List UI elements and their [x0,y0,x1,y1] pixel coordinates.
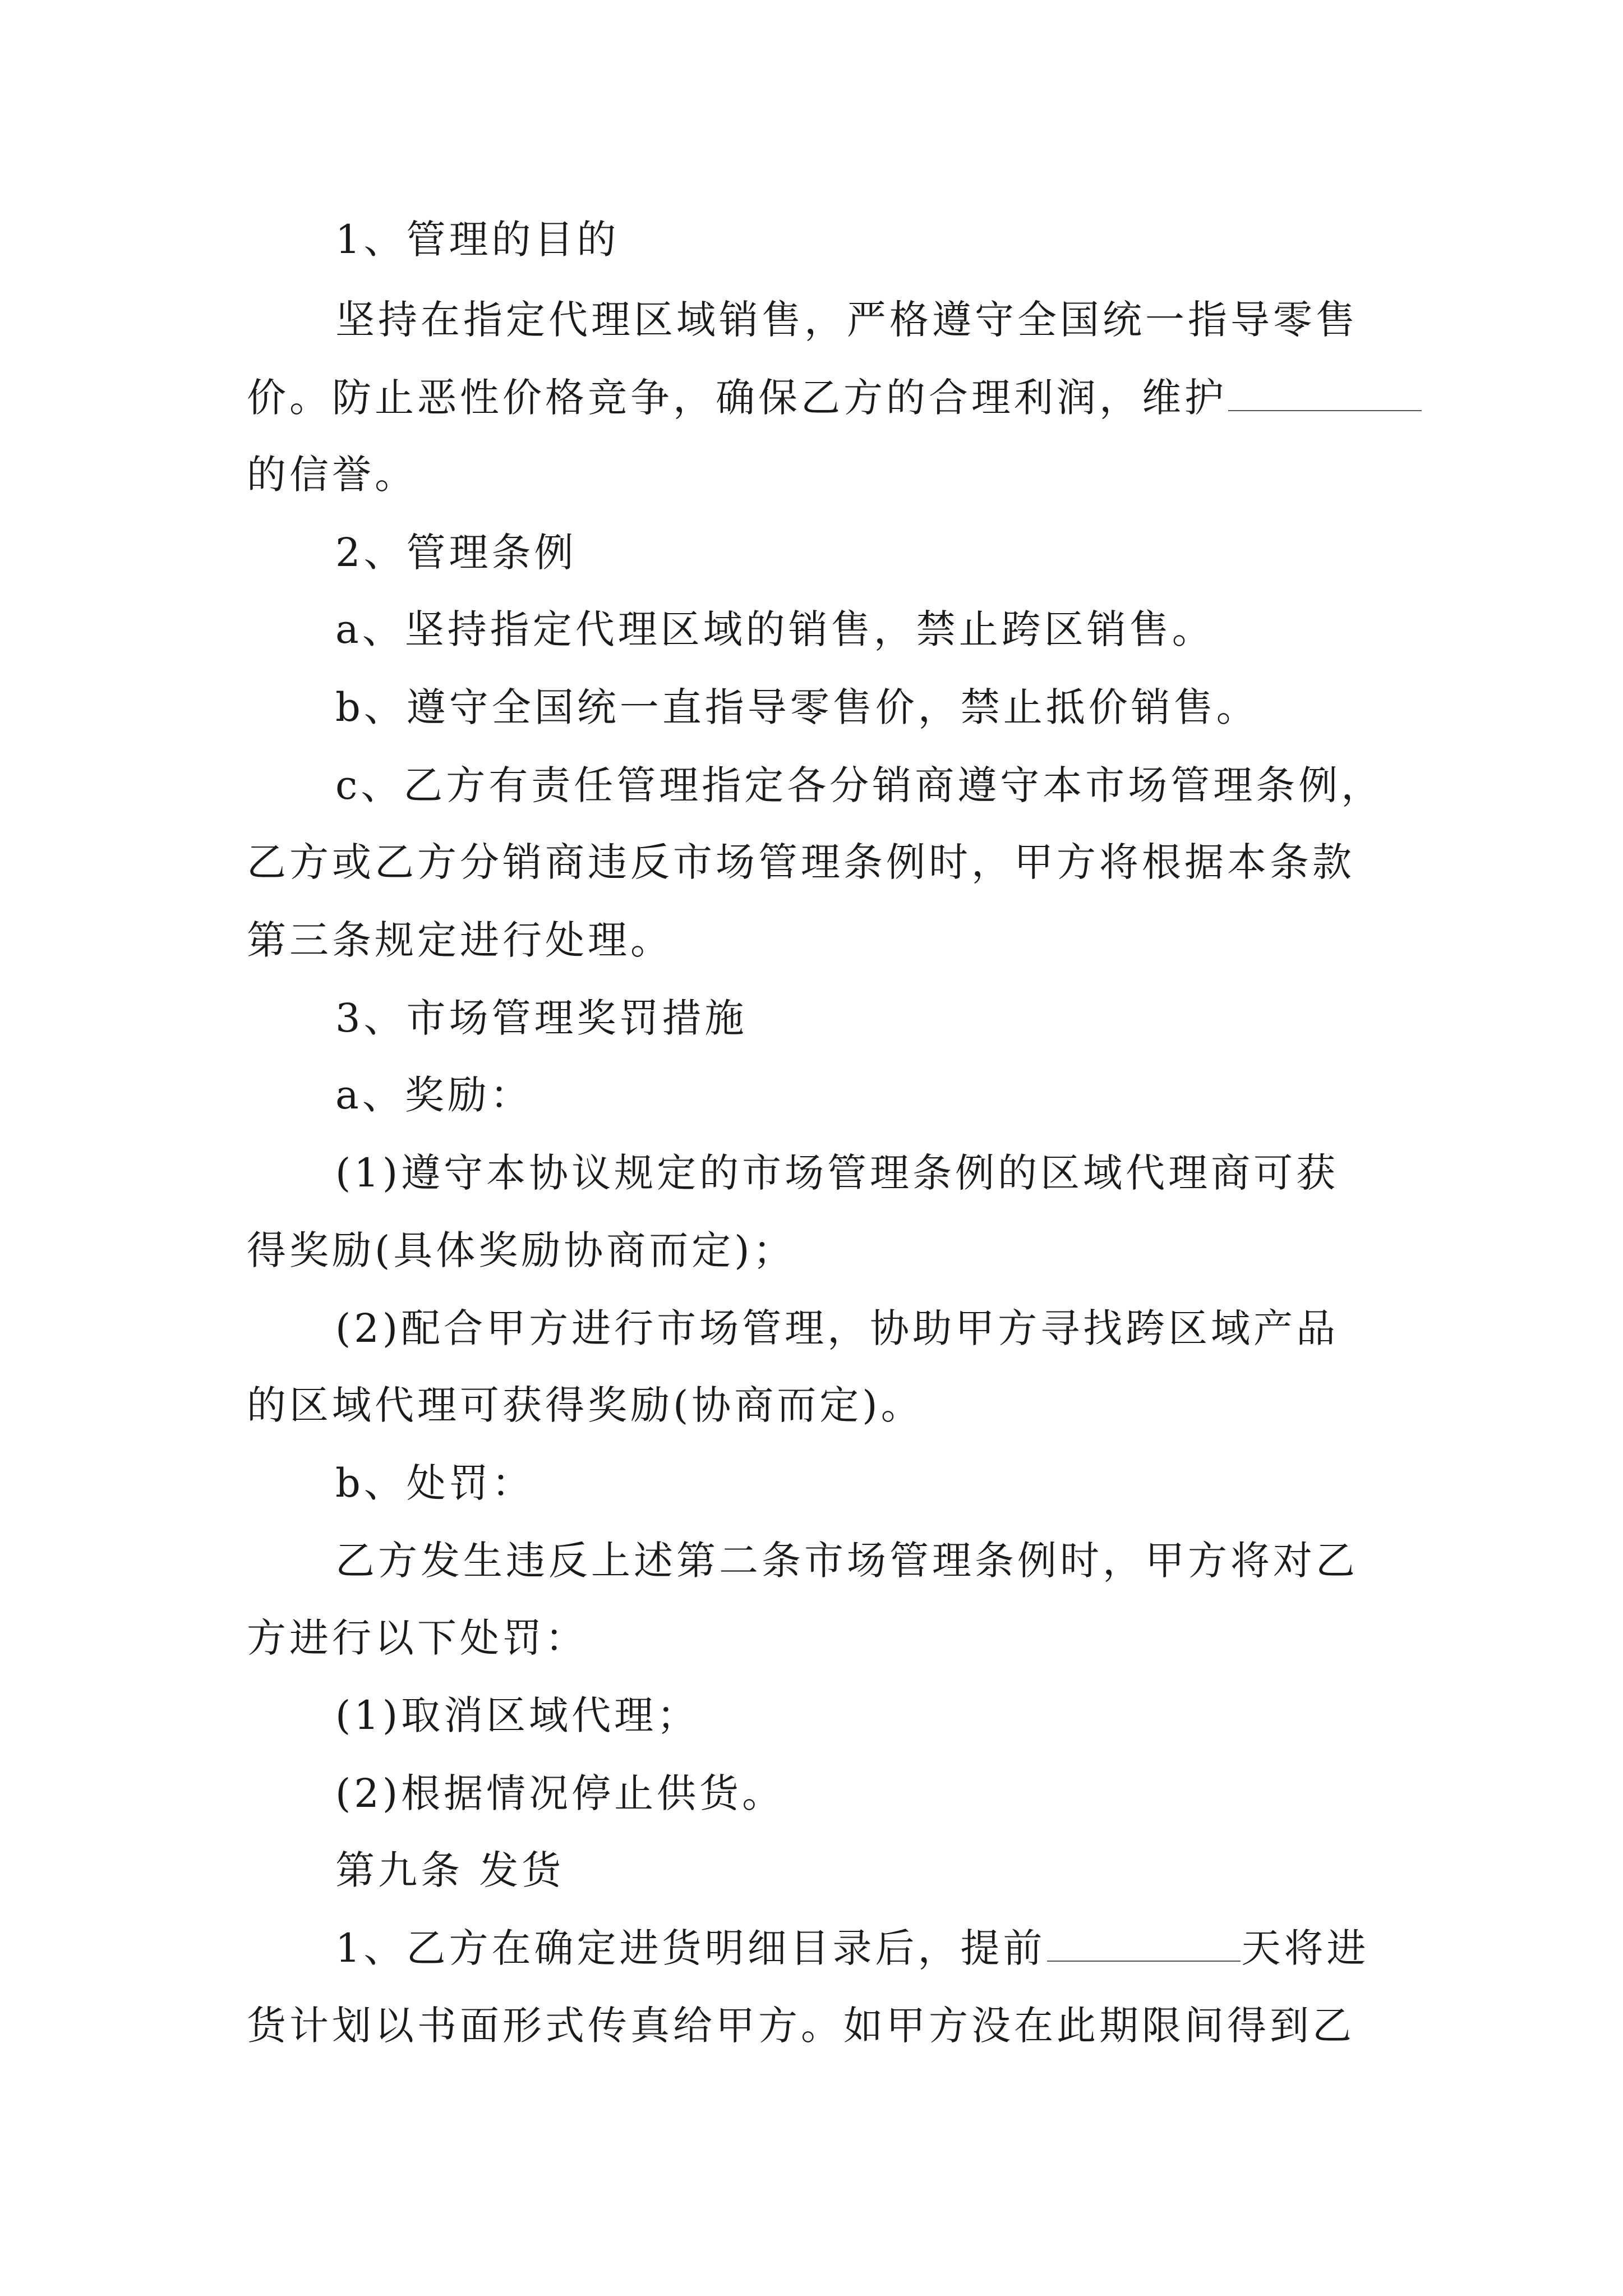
paragraph-line: 方进行以下处罚： [247,1615,588,1661]
paragraph-line: 坚持在指定代理区域销售，严格遵守全国统一指导零售 [335,297,1358,343]
paragraph-line: 的区域代理可获得奖励(协商而定)。 [247,1382,924,1428]
heading-rewards-penalties: 3、市场管理奖罚措施 [335,995,748,1041]
paragraph-line: c、乙方有责任管理指定各分销商遵守本市场管理条例， [335,762,1384,808]
paragraph-line: a、坚持指定代理区域的销售，禁止跨区销售。 [335,606,1215,652]
paragraph-text: 价。防止恶性价格竞争，确保乙方的合理利润，维护 [247,375,1227,421]
subheading-penalties: b、处罚： [335,1460,534,1506]
paragraph-line: (2)根据情况停止供货。 [335,1770,785,1816]
subheading-rewards: a、奖励： [335,1072,533,1118]
paragraph-line: b、遵守全国统一直指导零售价，禁止抵价销售。 [335,684,1259,730]
heading-management-purpose: 1、管理的目的 [335,217,620,263]
paragraph-line: (1)遵守本协议规定的市场管理条例的区域代理商可获 [335,1150,1339,1196]
paragraph-line: (2)配合甲方进行市场管理，协助甲方寻找跨区域产品 [335,1305,1339,1351]
paragraph-text: 天将进 [1241,1925,1370,1971]
paragraph-line: 乙方发生违反上述第二条市场管理条例时，甲方将对乙 [335,1538,1358,1584]
fill-in-blank [1228,375,1422,411]
paragraph-line: (1)取消区域代理； [335,1692,700,1738]
paragraph-line-with-blank [247,372,1423,423]
paragraph-line: 乙方或乙方分销商违反市场管理条例时，甲方将根据本条款 [247,839,1355,885]
article-nine-heading: 第九条 发货 [335,1847,565,1893]
paragraph-text: 1、乙方在确定进货明细目录后，提前 [335,1925,1046,1971]
paragraph-line: 第三条规定进行处理。 [247,917,673,963]
paragraph-line: 的信誉。 [247,452,417,498]
paragraph-line-with-blank [335,1923,1370,1973]
heading-management-rules: 2、管理条例 [335,530,577,576]
paragraph-line: 货计划以书面形式传真给甲方。如甲方没在此期限间得到乙 [247,2003,1355,2049]
fill-in-blank [1047,1926,1241,1962]
paragraph-line: 得奖励(具体奖励协商而定)； [247,1227,796,1273]
